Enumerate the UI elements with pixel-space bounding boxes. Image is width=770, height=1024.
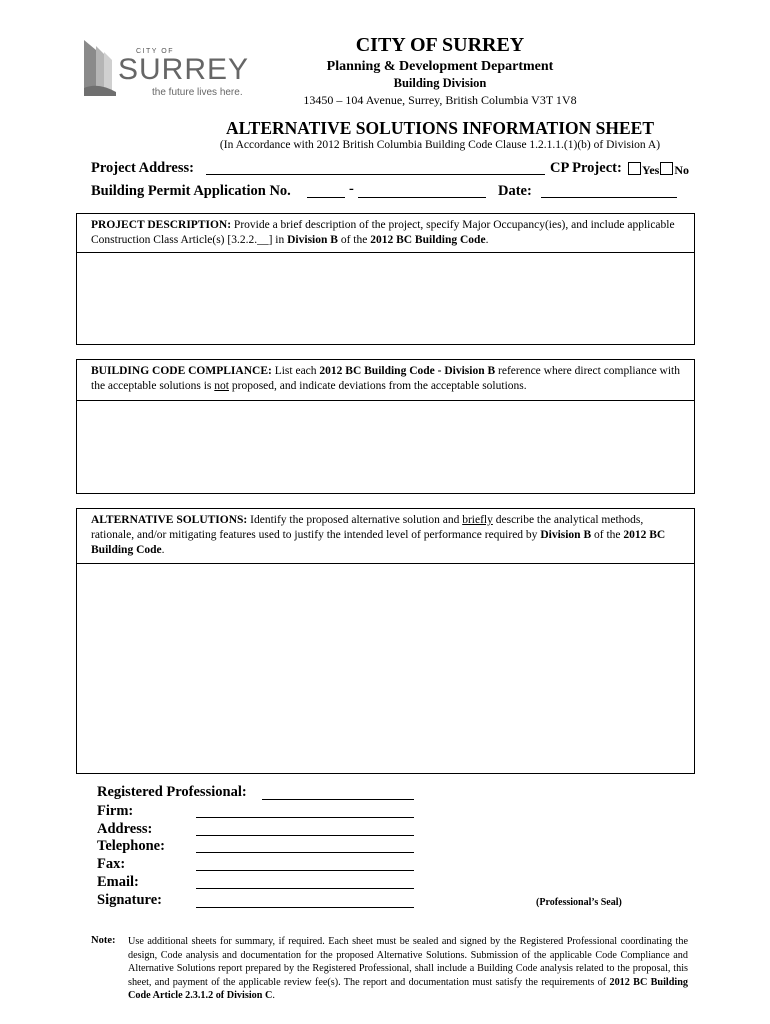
building-code-compliance-input-area[interactable]: [77, 401, 694, 491]
registered-professional-field[interactable]: [262, 798, 414, 800]
instruction-text: Provide a brief description of the project, specify Major Occupancy(ies), and include applicable Construction Class Article(s) [3.2.2.__] in: [91, 219, 675, 246]
project-description-box: [76, 213, 695, 345]
firm-field[interactable]: [196, 816, 414, 818]
permit-number-label: Building Permit Application No.: [91, 183, 291, 199]
firm-label: Firm:: [97, 803, 134, 819]
logo-wordmark: SURREY: [118, 53, 250, 86]
email-label: Email:: [97, 874, 139, 890]
building-code-compliance-box: [76, 359, 695, 494]
office-address: 13450 – 104 Avenue, Surrey, British Columbia V3T 1V8: [303, 93, 577, 107]
logo-tagline: the future lives here.: [152, 87, 243, 98]
project-description-heading: PROJECT DESCRIPTION:: [91, 219, 232, 231]
telephone-field[interactable]: [196, 851, 414, 853]
email-field[interactable]: [196, 887, 414, 889]
division-name: Building Division: [393, 76, 487, 90]
signature-field[interactable]: [196, 906, 414, 908]
instruction-text: reference where direct compliance with the acceptable solutions is: [91, 365, 680, 392]
building-code-compliance-instructions: [77, 360, 694, 401]
professional-seal-label: (Professional’s Seal): [536, 897, 622, 908]
note-body: Use additional sheets for summary, if required. Each sheet must be sealed and signed by the Registered Professional coordinating the design, Code analysis and documentation for the proposed Alternative Solutions. Submission of the applicable Code Compliance and Alternative Solutions report prepared by the Registered Professional, shall include a Building Code analysis related to the proposal, this sheet, and payment of the applicable review fee(s). The report and documentation must satisfy the requirements of: [128, 936, 688, 988]
note-text: [128, 935, 688, 1003]
instruction-underlined: not: [214, 380, 229, 392]
instruction-text: of the: [591, 529, 624, 541]
note-end: .: [272, 990, 275, 1002]
instruction-text: .: [161, 544, 165, 556]
form-subtitle: (In Accordance with 2012 British Columbia Building Code Clause 1.2.1.1.(1)(b) of Division A): [219, 139, 661, 151]
cp-no-label: No: [674, 163, 690, 177]
project-address-field[interactable]: [206, 160, 545, 175]
address-label: Address:: [97, 821, 153, 837]
instruction-text: of the: [337, 234, 371, 246]
form-title: ALTERNATIVE SOLUTIONS INFORMATION SHEET: [225, 118, 655, 138]
permit-number-field-1[interactable]: [307, 183, 345, 198]
instruction-text: .: [485, 234, 489, 246]
project-description-input-area[interactable]: [77, 253, 694, 341]
logo-small-text: CITY OF: [136, 48, 174, 55]
registered-professional-label: Registered Professional:: [97, 784, 247, 800]
alternative-solutions-box: [76, 508, 695, 774]
permit-number-dash: -: [349, 181, 354, 197]
address-field[interactable]: [196, 834, 414, 836]
permit-number-field-2[interactable]: [358, 183, 486, 198]
instruction-bold: 2012 BC Building Code - Division B: [319, 365, 496, 377]
instruction-text: proposed, and indicate deviations from the acceptable solutions.: [228, 380, 527, 392]
cp-project-options: [627, 161, 689, 179]
department-name: Planning & Development Department: [326, 59, 554, 74]
date-label: Date:: [498, 183, 532, 199]
instruction-bold: Division B: [540, 529, 592, 541]
cp-yes-checkbox[interactable]: [628, 162, 641, 175]
alternative-solutions-instructions: [77, 509, 694, 564]
instruction-bold: 2012 BC Building Code: [91, 529, 666, 556]
project-description-instructions: [77, 214, 694, 253]
alternative-solutions-heading: ALTERNATIVE SOLUTIONS:: [91, 514, 248, 526]
date-field[interactable]: [541, 183, 677, 198]
cp-project-label: CP Project:: [550, 160, 622, 176]
instruction-text: Identify the proposed alternative solution and: [247, 514, 463, 526]
instruction-bold: Division B: [287, 234, 338, 246]
city-name: CITY OF SURREY: [355, 34, 525, 56]
alternative-solutions-input-area[interactable]: [77, 564, 694, 770]
cp-no-checkbox[interactable]: [660, 162, 673, 175]
telephone-label: Telephone:: [97, 838, 165, 854]
instruction-bold: 2012 BC Building Code: [370, 234, 486, 246]
note-bold-reference: 2012 BC Building Code Article 2.3.1.2 of Division C: [128, 976, 689, 1002]
instruction-underlined: briefly: [462, 514, 493, 526]
signature-label: Signature:: [97, 892, 162, 908]
building-code-compliance-heading: BUILDING CODE COMPLIANCE:: [91, 365, 272, 377]
fax-label: Fax:: [97, 856, 126, 872]
instruction-text: List each: [271, 365, 320, 377]
note-label: Note:: [91, 935, 116, 946]
fax-field[interactable]: [196, 869, 414, 871]
project-address-label: Project Address:: [91, 160, 194, 176]
cp-yes-label: Yes: [642, 163, 660, 177]
instruction-text: describe the analytical methods, rationale, and/or mitigating features used to justify the intended level of performance required by: [91, 514, 644, 541]
